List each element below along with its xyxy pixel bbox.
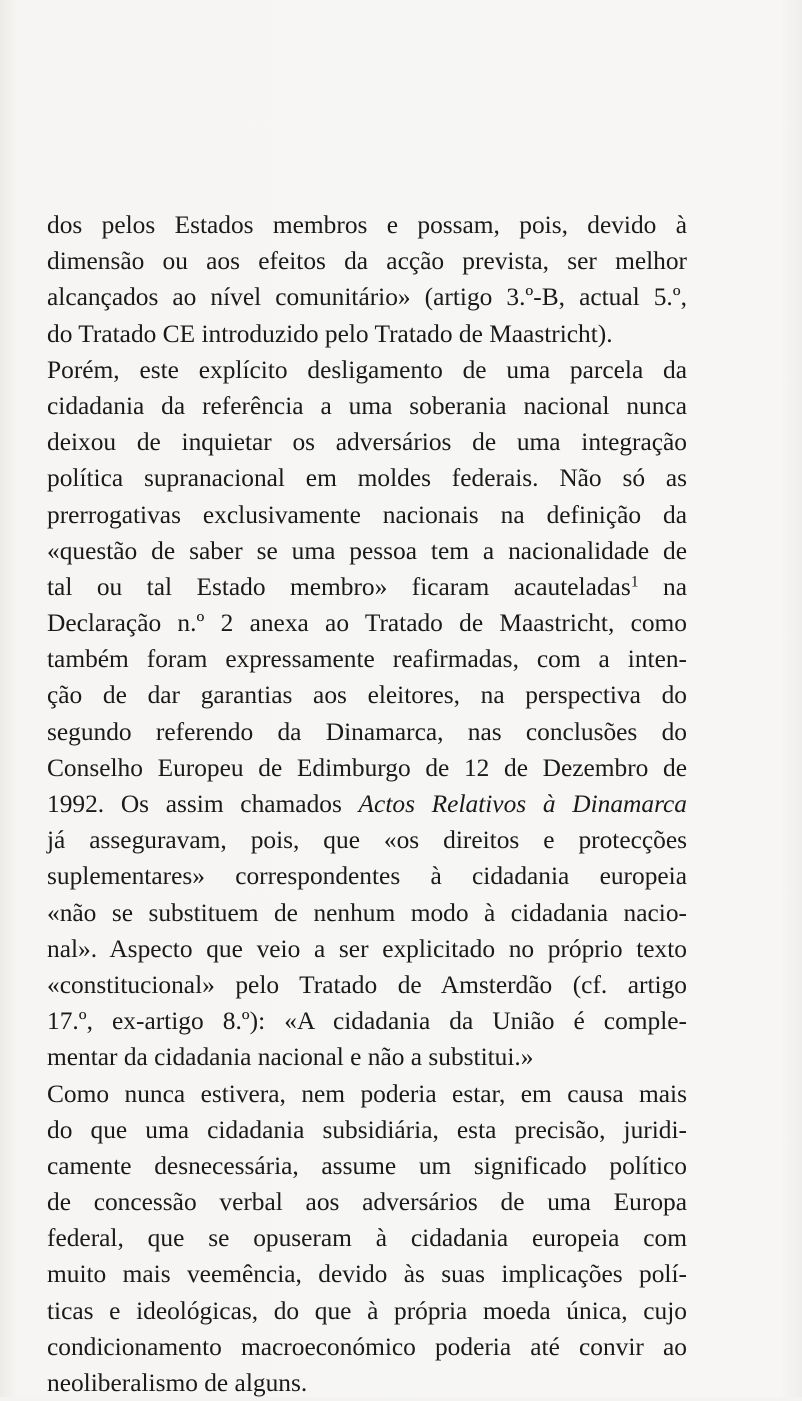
text-line: 17.º, ex-artigo 8.º): «A cidadania da União é comple-: [47, 1007, 687, 1036]
text-line: do que uma cidadania subsidiária, esta precisão, juridi-: [47, 1115, 687, 1144]
text-line: [47, 569, 687, 605]
text-segment: 1992. Os assim chamados: [47, 790, 359, 818]
text-line: «não se substituem de nenhum modo à cidadania nacio-: [47, 898, 687, 927]
text-line: Como nunca estivera, nem poderia estar, em causa mais: [47, 1079, 687, 1108]
text-line: suplementares» correspondentes à cidadania europeia: [47, 862, 687, 891]
text-segment: na: [638, 572, 687, 601]
text-line: de concessão verbal aos adversários de uma Europa: [47, 1188, 687, 1217]
text-line: prerrogativas exclusivamente nacionais na definição da: [47, 500, 687, 529]
text-line: deixou de inquietar os adversários de uma integração: [47, 428, 687, 457]
text-line: neoliberalismo de alguns.: [47, 1369, 308, 1397]
text-line: camente desnecessária, assume um significado político: [47, 1151, 687, 1180]
footnote-marker[interactable]: 1: [630, 573, 639, 591]
text-line: condicionamento macroeconómico poderia até convir ao: [47, 1332, 687, 1361]
text-line: dimensão ou aos efeitos da acção prevista, ser melhor: [47, 247, 687, 276]
text-line: ticas e ideológicas, do que à própria moeda única, cujo: [47, 1296, 687, 1325]
text-segment: tal ou tal Estado membro» ficaram acauteladas: [47, 572, 631, 601]
text-line: também foram expressamente reafirmadas, com a inten-: [47, 645, 687, 674]
text-line: já asseguravam, pois, que «os direitos e protecções: [47, 826, 687, 855]
text-line: «questão de saber se uma pessoa tem a nacionalidade de: [47, 536, 687, 565]
text-line: [47, 786, 687, 822]
text-line: nal». Aspecto que veio a ser explicitado no próprio texto: [47, 934, 687, 963]
text-line: política supranacional em moldes federais. Não só as: [47, 464, 687, 493]
text-line: Porém, este explícito desligamento de uma parcela da: [47, 355, 687, 384]
text-line: federal, que se opuseram à cidadania europeia com: [47, 1224, 687, 1253]
text-line: muito mais veemência, devido às suas implicações polí-: [47, 1260, 687, 1289]
text-line: «constitucional» pelo Tratado de Amsterdão (cf. artigo: [47, 970, 687, 999]
body-text: [47, 207, 687, 1401]
italic-title: Actos Relativos à Dinamarca: [358, 790, 687, 818]
text-line: alcançados ao nível comunitário» (artigo 3.º-B, actual 5.º,: [47, 283, 687, 312]
text-line: cidadania da referência a uma soberania nacional nunca: [47, 391, 687, 420]
text-line: Conselho Europeu de Edimburgo de 12 de Dezembro de: [47, 753, 687, 782]
text-line: dos pelos Estados membros e possam, pois, devido à: [47, 211, 687, 239]
text-line: mentar da cidadania nacional e não a substitui.»: [47, 1043, 534, 1072]
text-line: segundo referendo da Dinamarca, nas conclusões do: [47, 717, 687, 746]
text-line: ção de dar garantias aos eleitores, na perspectiva do: [47, 681, 687, 710]
text-line: Declaração n.º 2 anexa ao Tratado de Maastricht, como: [47, 609, 687, 638]
text-line: do Tratado CE introduzido pelo Tratado de Maastricht).: [47, 319, 613, 348]
